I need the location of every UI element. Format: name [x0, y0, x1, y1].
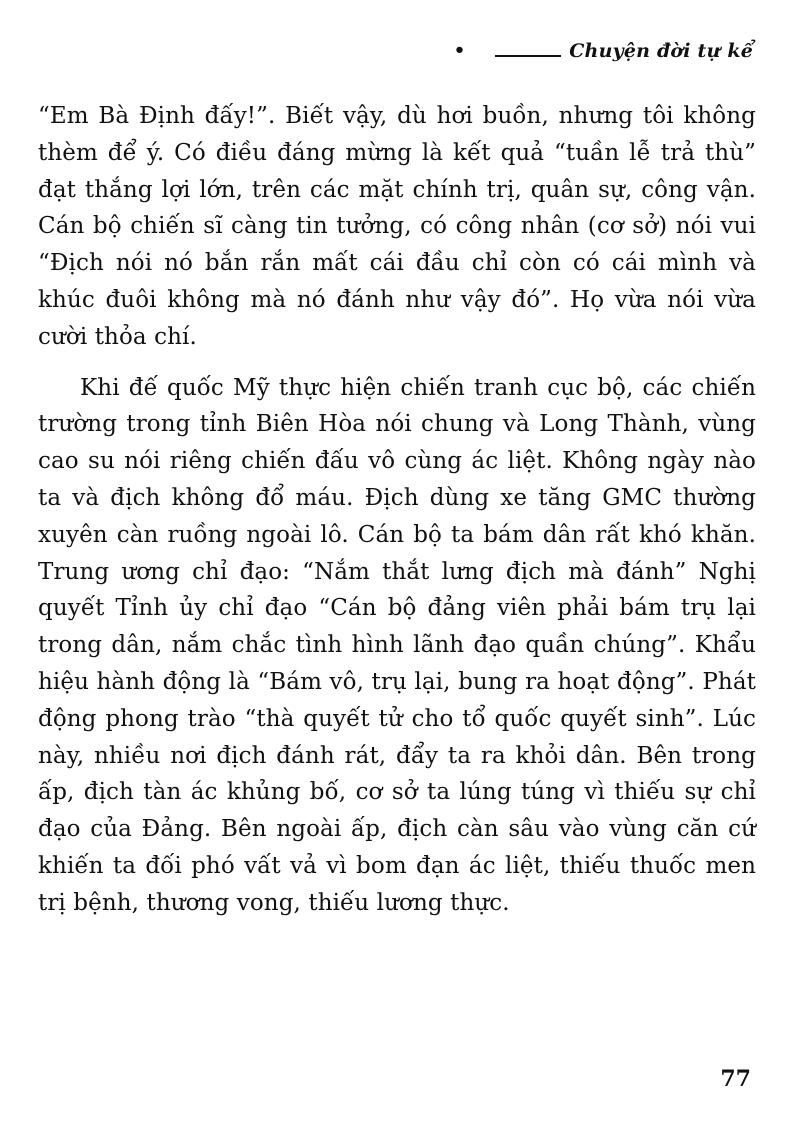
header-bullet: • — [453, 40, 466, 61]
header-rule-line — [495, 55, 561, 57]
page-number: 77 — [720, 1066, 751, 1092]
body-text — [38, 98, 756, 922]
running-header-title: Chuyện đời tự kể — [569, 40, 753, 62]
running-header — [454, 40, 753, 62]
paragraph: Khi đế quốc Mỹ thực hiện chiến tranh cục bộ, các chiến trường trong tỉnh Biên Hòa nói chung và Long Thành, vùng cao su nói riêng chiến đấu vô cùng ác liệt. Không ngày nào ta và địch không đổ máu. Địch dùng xe tăng GMC thường xuyên càn ruồng ngoài lô. Cán bộ ta bám dân rất khó khăn. Trung ương chỉ đạo: “Nắm thắt lưng địch mà đánh” Nghị quyết Tỉnh ủy chỉ đạo “Cán bộ đảng viên phải bám trụ lại trong dân, nắm chắc tình hình lãnh đạo quần chúng”. Khẩu hiệu hành động là “Bám vô, trụ lại, bung ra hoạt động”. Phát động phong trào “thà quyết tử cho tổ quốc quyết sinh”. Lúc này, nhiều nơi địch đánh rát, đẩy ta ra khỏi dân. Bên trong ấp, địch tàn ác khủng bố, cơ sở ta lúng túng vì thiếu sự chỉ đạo của Đảng. Bên ngoài ấp, địch càn sâu vào vùng căn cứ khiến ta đối phó vất vả vì bom đạn ác liệt, thiếu thuốc men trị bệnh, thương vong, thiếu lương thực. — [38, 374, 756, 916]
paragraph-continuation: “Em Bà Định đấy!”. Biết vậy, dù hơi buồn, nhưng tôi không thèm để ý. Có điều đáng mừng là kết quả “tuần lễ trả thù” đạt thắng lợi lớn, trên các mặt chính trị, quân sự, công vận. Cán bộ chiến sĩ càng tin tưởng, có công nhân (cơ sở) nói vui “Địch nói nó bắn rắn mất cái đầu chỉ còn có cái mình và khúc đuôi không mà nó đánh như vậy đó”. Họ vừa nói vừa cười thỏa chí. — [38, 103, 756, 350]
